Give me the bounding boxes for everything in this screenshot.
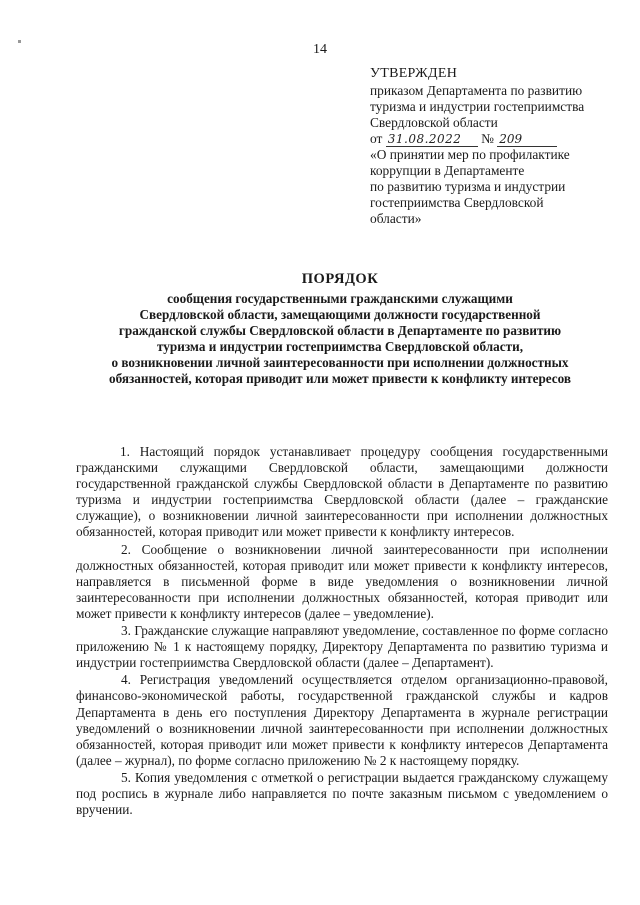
paragraph-1: 1. Настоящий порядок устанавливает процедуру сообщения государственными гражданскими служащими Свердловской области, замещающими должности государственной гражданской службы Свердловской области в Департаменте по развитию туризма и индустрии гостеприимства Свердловской области (далее – гражданские служащие), о возникновении личной заинтересованности при исполнении должностных обязанностей, которая приводит или может привести к конфликту интересов. bbox=[76, 444, 608, 540]
title-line: о возникновении личной заинтересованности при исполнении должностных bbox=[111, 355, 569, 370]
approval-block bbox=[370, 66, 630, 227]
title-line: обязанностей, которая приводит или может привести к конфликту интересов bbox=[108, 371, 572, 386]
handwritten-number: 209 bbox=[497, 132, 557, 147]
paragraph-3: 3. Гражданские служащие направляют уведомление, составленное по форме согласно приложению № 1 к настоящему порядку, Директору Департамента по развитию туризма и индустрии гостеприимства Свердловской области (далее – Департамент). bbox=[76, 623, 608, 671]
order-title-line: по развитию туризма и индустрии bbox=[370, 179, 566, 194]
title-line: Свердловской области, замещающими должности государственной bbox=[139, 307, 541, 322]
order-title-line: «О принятии мер по профилактике bbox=[370, 147, 570, 162]
title-line: туризма и индустрии гостеприимства Свердловской области, bbox=[156, 339, 523, 354]
approval-line: приказом Департамента по развитию bbox=[370, 83, 583, 98]
paragraph-2: 2. Сообщение о возникновении личной заинтересованности при исполнении должностных обязанностей, которая приводит или может привести к конфликту интересов, направляется в письменной форме в виде уведомления о возникновении личной заинтересованности при исполнении должностных обязанностей, которая приводит или может привести к конфликту интересов (далее – уведомление). bbox=[76, 541, 608, 621]
order-title-line: гостеприимства Свердловской bbox=[370, 195, 544, 210]
approval-stamp: УТВЕРЖДЕН bbox=[370, 66, 458, 81]
approval-line: туризма и индустрии гостеприимства bbox=[370, 99, 585, 114]
order-title-line: области» bbox=[370, 211, 422, 226]
page-number: 14 bbox=[313, 42, 327, 57]
paragraph-4: 4. Регистрация уведомлений осуществляется отделом организационно-правовой, финансово-экономической работы, государственной гражданской службы и кадров Департамента в день его поступления Директору Департамента в журнале регистрации уведомлений о возникновении личной заинтересованности при исполнении должностных обязанностей, которая приводит или может привести к конфликту интересов Департамента (далее – журнал), по форме согласно приложению № 2 к настоящему порядку. bbox=[76, 672, 608, 768]
approval-line: Свердловской области bbox=[370, 115, 498, 130]
approval-date-number-row bbox=[370, 131, 630, 147]
document-title bbox=[60, 271, 620, 387]
handwritten-date: 31.08.2022 bbox=[386, 132, 478, 147]
document-body bbox=[76, 444, 608, 819]
title-line: гражданской службы Свердловской области в Департаменте по развитию bbox=[118, 323, 562, 338]
date-prefix: от bbox=[370, 131, 383, 146]
order-title-line: коррупции в Департаменте bbox=[370, 163, 525, 178]
title-heading: ПОРЯДОК bbox=[301, 271, 379, 287]
paragraph-5: 5. Копия уведомления с отметкой о регистрации выдается гражданскому служащему под роспись в журнале либо направляется по почте заказным письмом с уведомлением о вручении. bbox=[76, 769, 608, 818]
title-line: сообщения государственными гражданскими служащими bbox=[167, 291, 513, 306]
number-prefix: № bbox=[481, 131, 494, 146]
